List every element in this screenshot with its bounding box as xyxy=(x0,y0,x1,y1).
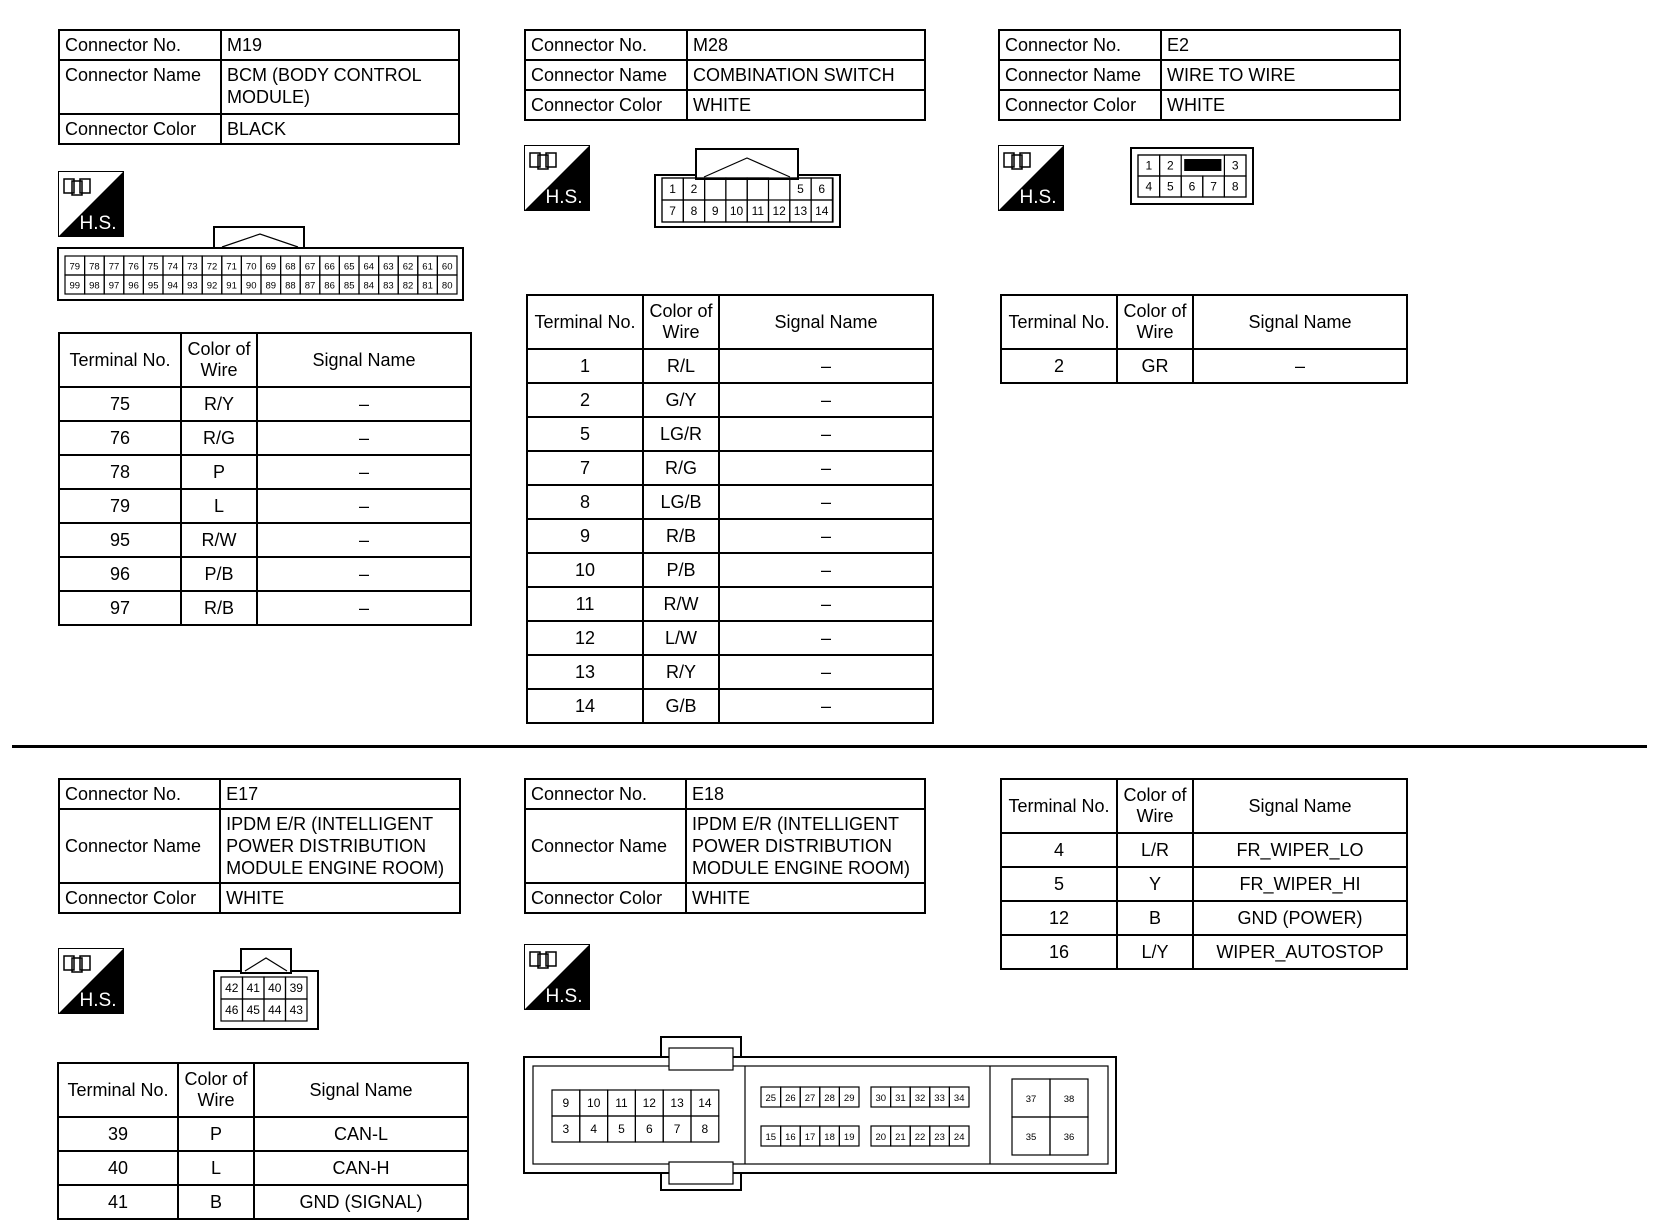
pin-label: 62 xyxy=(402,261,414,273)
signal-cell: WIPER_AUTOSTOP xyxy=(1193,935,1407,969)
connector-no-value: E17 xyxy=(220,779,460,809)
connector-color-label: Connector Color xyxy=(999,90,1161,120)
table-row xyxy=(58,1151,468,1185)
pin-label: 46 xyxy=(225,1003,239,1017)
connector-e2 xyxy=(998,29,1401,121)
connector-name-label: Connector Name xyxy=(999,60,1161,90)
pin-label: 82 xyxy=(402,280,414,292)
table-row xyxy=(527,553,933,587)
terminal-cell: 40 xyxy=(58,1151,178,1185)
pin-label: 27 xyxy=(804,1093,816,1104)
pin-label: 12 xyxy=(772,204,786,218)
signal-cell: – xyxy=(719,383,933,417)
pin-label: 15 xyxy=(765,1132,777,1143)
pin-label: 81 xyxy=(422,280,433,292)
signal-cell: FR_WIPER_HI xyxy=(1193,867,1407,901)
pin-label: 92 xyxy=(206,280,218,292)
pin-label: 87 xyxy=(304,280,316,292)
pin-label: 7 xyxy=(669,204,676,218)
wire-color-cell: G/Y xyxy=(643,383,719,417)
table-row xyxy=(527,451,933,485)
pin-label: 35 xyxy=(1025,1132,1037,1143)
table-row xyxy=(527,417,933,451)
signal-name-header: Signal Name xyxy=(1193,295,1407,349)
connector-no-label: Connector No. xyxy=(525,30,687,60)
connector-info-e2 xyxy=(998,29,1401,121)
wire-color-cell: P xyxy=(178,1117,254,1151)
table-row xyxy=(59,387,471,421)
pin-label: 83 xyxy=(383,280,394,292)
connector-color-label: Connector Color xyxy=(525,883,686,913)
terminal-cell: 12 xyxy=(527,621,643,655)
connector-face-e2 xyxy=(1130,147,1256,207)
pin-label: 96 xyxy=(128,280,139,292)
table-row xyxy=(59,523,471,557)
connector-no-label: Connector No. xyxy=(59,30,221,60)
pin-label: 16 xyxy=(785,1132,796,1143)
wire-color-cell: L xyxy=(178,1151,254,1185)
pin-label: 12 xyxy=(642,1096,656,1110)
wire-color-cell: R/W xyxy=(643,587,719,621)
terminal-no-header: Terminal No. xyxy=(1001,779,1117,833)
table-row xyxy=(527,621,933,655)
svg-text:H.S.: H.S. xyxy=(79,990,117,1011)
pin-label: 41 xyxy=(246,981,260,995)
connector-color-label: Connector Color xyxy=(59,883,220,913)
table-row xyxy=(1001,349,1407,383)
pin-label: 7 xyxy=(1210,179,1217,194)
terminal-table-e2 xyxy=(1000,294,1408,384)
pin-label: 36 xyxy=(1063,1132,1075,1143)
pin-label: 72 xyxy=(206,261,218,273)
table-row xyxy=(527,383,933,417)
pin-label: 84 xyxy=(363,280,375,292)
signal-cell: – xyxy=(257,523,471,557)
harness-side-icon xyxy=(58,948,124,1014)
pin-label: 11 xyxy=(615,1096,628,1110)
pin-label: 14 xyxy=(698,1096,712,1110)
terminal-cell: 5 xyxy=(1001,867,1117,901)
pin-label: 65 xyxy=(343,261,355,273)
table-row xyxy=(58,1117,468,1151)
pin-label: 18 xyxy=(824,1132,835,1143)
svg-text:H.S.: H.S. xyxy=(545,986,583,1007)
terminal-cell: 11 xyxy=(527,587,643,621)
signal-name-header: Signal Name xyxy=(719,295,933,349)
wire-color-cell: P/B xyxy=(643,553,719,587)
connector-name-label: Connector Name xyxy=(525,60,687,90)
harness-side-icon xyxy=(998,145,1064,211)
pin-label: 99 xyxy=(69,280,81,292)
signal-cell: FR_WIPER_LO xyxy=(1193,833,1407,867)
connector-face-m19 xyxy=(57,226,465,302)
table-row xyxy=(58,1185,468,1219)
connector-info-e17 xyxy=(58,778,461,914)
pin-label: 77 xyxy=(108,261,120,273)
pin-label: 68 xyxy=(285,261,296,273)
pin-label: 8 xyxy=(690,204,698,218)
pin-label: 3 xyxy=(562,1122,570,1136)
pin-label: 24 xyxy=(953,1132,965,1143)
terminal-cell: 2 xyxy=(527,383,643,417)
pin-label: 26 xyxy=(785,1093,796,1104)
pin-label: 9 xyxy=(562,1096,570,1110)
connector-no-value: M19 xyxy=(221,30,459,60)
table-row xyxy=(1001,901,1407,935)
wire-color-cell: L xyxy=(181,489,257,523)
signal-name-header: Signal Name xyxy=(254,1063,468,1117)
pin-label: 13 xyxy=(793,204,808,218)
pin-label: 97 xyxy=(108,280,120,292)
pin-label: 67 xyxy=(304,261,316,273)
wire-color-cell: B xyxy=(1117,901,1193,935)
svg-text:H.S.: H.S. xyxy=(545,187,583,208)
connector-no-label: Connector No. xyxy=(59,779,220,809)
pin-label: 20 xyxy=(875,1132,887,1143)
wire-color-cell: P xyxy=(181,455,257,489)
connector-m19 xyxy=(58,29,460,145)
terminal-table-e17 xyxy=(57,1062,469,1220)
pin-label: 94 xyxy=(167,280,179,292)
table-row xyxy=(1001,833,1407,867)
signal-cell: – xyxy=(1193,349,1407,383)
color-of-wire-header: Color of Wire xyxy=(181,333,257,387)
wire-color-cell: L/Y xyxy=(1117,935,1193,969)
terminal-cell: 1 xyxy=(527,349,643,383)
pin-label: 5 xyxy=(797,182,804,196)
terminal-cell: 7 xyxy=(527,451,643,485)
connector-color-value: WHITE xyxy=(686,883,925,913)
terminal-cell: 12 xyxy=(1001,901,1117,935)
pin-label: 7 xyxy=(673,1122,681,1136)
pin-label: 98 xyxy=(89,280,100,292)
wire-color-cell: R/B xyxy=(643,519,719,553)
pin-label: 34 xyxy=(953,1093,965,1104)
table-row xyxy=(59,421,471,455)
signal-cell: – xyxy=(257,455,471,489)
connector-color-label: Connector Color xyxy=(59,114,221,144)
wire-color-cell: R/Y xyxy=(181,387,257,421)
signal-cell: – xyxy=(719,587,933,621)
pin-label: 8 xyxy=(1231,179,1239,194)
table-row xyxy=(527,689,933,723)
connector-no-value: E2 xyxy=(1161,30,1400,60)
pin-label: 6 xyxy=(818,182,826,196)
pin-label: 13 xyxy=(670,1096,684,1110)
pin-label: 23 xyxy=(934,1132,945,1143)
connector-e17 xyxy=(58,778,461,914)
terminal-cell: 5 xyxy=(527,417,643,451)
signal-name-header: Signal Name xyxy=(1193,779,1407,833)
wire-color-cell: L/W xyxy=(643,621,719,655)
pin-label: 2 xyxy=(690,182,698,196)
pin-label: 44 xyxy=(268,1003,282,1017)
pin-label: 75 xyxy=(147,261,159,273)
signal-cell: – xyxy=(257,591,471,625)
connector-color-value: WHITE xyxy=(1161,90,1400,120)
signal-cell: – xyxy=(719,349,933,383)
terminal-no-header: Terminal No. xyxy=(1001,295,1117,349)
pin-label: 38 xyxy=(1063,1094,1075,1105)
connector-color-value: WHITE xyxy=(687,90,925,120)
wire-color-cell: LG/B xyxy=(643,485,719,519)
table-row xyxy=(527,349,933,383)
connector-face-e17 xyxy=(213,948,321,1032)
signal-cell: CAN-H xyxy=(254,1151,468,1185)
wire-color-cell: P/B xyxy=(181,557,257,591)
pin-label: 95 xyxy=(147,280,159,292)
terminal-cell: 76 xyxy=(59,421,181,455)
pin-label: 22 xyxy=(914,1132,926,1143)
pin-label: 6 xyxy=(1188,179,1196,194)
pin-label: 29 xyxy=(843,1093,855,1104)
pin-label: 42 xyxy=(225,981,239,995)
table-row xyxy=(59,455,471,489)
connector-name-value: WIRE TO WIRE xyxy=(1161,60,1400,90)
pin-label: 37 xyxy=(1025,1094,1037,1105)
signal-cell: – xyxy=(257,557,471,591)
signal-cell: – xyxy=(719,519,933,553)
wire-color-cell: Y xyxy=(1117,867,1193,901)
signal-cell: GND (SIGNAL) xyxy=(254,1185,468,1219)
wire-color-cell: LG/R xyxy=(643,417,719,451)
wire-color-cell: R/W xyxy=(181,523,257,557)
pin-label: 40 xyxy=(268,981,282,995)
connector-name-value: IPDM E/R (INTELLIGENT POWER DISTRIBUTION MODULE ENGINE ROOM) xyxy=(686,809,925,883)
pin-label: 43 xyxy=(289,1003,303,1017)
pin-label: 32 xyxy=(914,1093,926,1104)
signal-cell: – xyxy=(719,689,933,723)
pin-label: 14 xyxy=(815,204,829,218)
connector-face-m28 xyxy=(654,148,844,230)
pin-label: 21 xyxy=(895,1132,906,1143)
pin-label: 63 xyxy=(383,261,394,273)
pin-label: 89 xyxy=(265,280,277,292)
table-row xyxy=(527,519,933,553)
connector-name-label: Connector Name xyxy=(525,809,686,883)
signal-cell: GND (POWER) xyxy=(1193,901,1407,935)
pin-label: 28 xyxy=(824,1093,835,1104)
terminal-cell: 41 xyxy=(58,1185,178,1219)
wire-color-cell: GR xyxy=(1117,349,1193,383)
pin-label: 70 xyxy=(245,261,257,273)
connector-name-value: BCM (BODY CONTROL MODULE) xyxy=(221,60,459,114)
pin-label: 74 xyxy=(167,261,179,273)
pin-label: 86 xyxy=(324,280,335,292)
signal-cell: – xyxy=(719,485,933,519)
signal-cell: CAN-L xyxy=(254,1117,468,1151)
pin-label: 4 xyxy=(1145,179,1153,194)
connector-color-value: BLACK xyxy=(221,114,459,144)
pin-label: 17 xyxy=(804,1132,816,1143)
connector-no-value: E18 xyxy=(686,779,925,809)
terminal-cell: 10 xyxy=(527,553,643,587)
connector-info-m19 xyxy=(58,29,460,145)
color-of-wire-header: Color of Wire xyxy=(643,295,719,349)
pin-label: 25 xyxy=(765,1093,777,1104)
pin-label: 90 xyxy=(245,280,257,292)
pin-label: 71 xyxy=(226,261,237,273)
pin-label: 85 xyxy=(343,280,355,292)
pin-label: 64 xyxy=(363,261,375,273)
pin-label: 39 xyxy=(289,981,303,995)
pin-label: 1 xyxy=(1145,158,1153,173)
pin-label: 88 xyxy=(285,280,296,292)
signal-name-header: Signal Name xyxy=(257,333,471,387)
table-row xyxy=(59,489,471,523)
table-row xyxy=(527,655,933,689)
pin-label: 19 xyxy=(843,1132,855,1143)
table-row xyxy=(59,557,471,591)
connector-m28 xyxy=(524,29,926,121)
terminal-cell: 9 xyxy=(527,519,643,553)
connector-no-label: Connector No. xyxy=(525,779,686,809)
connector-name-value: IPDM E/R (INTELLIGENT POWER DISTRIBUTION MODULE ENGINE ROOM) xyxy=(220,809,460,883)
pin-label: 10 xyxy=(587,1096,601,1110)
connector-e18 xyxy=(524,778,926,914)
terminal-no-header: Terminal No. xyxy=(59,333,181,387)
section-divider xyxy=(12,745,1647,748)
signal-cell: – xyxy=(719,621,933,655)
signal-cell: – xyxy=(719,655,933,689)
pin-label: 79 xyxy=(69,261,81,273)
connector-no-value: M28 xyxy=(687,30,925,60)
pin-label: 60 xyxy=(441,261,453,273)
pin-label: 8 xyxy=(701,1122,709,1136)
terminal-cell: 8 xyxy=(527,485,643,519)
wire-color-cell: R/B xyxy=(181,591,257,625)
connector-info-e18 xyxy=(524,778,926,914)
connector-name-label: Connector Name xyxy=(59,809,220,883)
pin-label: 61 xyxy=(422,261,433,273)
terminal-no-header: Terminal No. xyxy=(527,295,643,349)
pin-label: 66 xyxy=(324,261,335,273)
harness-side-icon xyxy=(524,944,590,1010)
connector-info-m28 xyxy=(524,29,926,121)
pin-label: 93 xyxy=(187,280,198,292)
signal-cell: – xyxy=(257,489,471,523)
pin-label: 30 xyxy=(875,1093,887,1104)
signal-cell: – xyxy=(719,451,933,485)
connector-key-block xyxy=(1184,159,1221,171)
color-of-wire-header: Color of Wire xyxy=(1117,295,1193,349)
pin-label: 10 xyxy=(729,204,744,218)
pin-label: 73 xyxy=(187,261,198,273)
table-row xyxy=(59,591,471,625)
svg-text:H.S.: H.S. xyxy=(79,213,117,234)
terminal-cell: 95 xyxy=(59,523,181,557)
terminal-cell: 97 xyxy=(59,591,181,625)
wire-color-cell: R/L xyxy=(643,349,719,383)
terminal-cell: 75 xyxy=(59,387,181,421)
wire-color-cell: B xyxy=(178,1185,254,1219)
connector-no-label: Connector No. xyxy=(999,30,1161,60)
terminal-cell: 39 xyxy=(58,1117,178,1151)
pin-label: 6 xyxy=(645,1122,653,1136)
signal-cell: – xyxy=(257,421,471,455)
pin-label: 5 xyxy=(618,1122,625,1136)
wire-color-cell: L/R xyxy=(1117,833,1193,867)
wire-color-cell: G/B xyxy=(643,689,719,723)
pin-label: 11 xyxy=(751,204,765,218)
connector-color-label: Connector Color xyxy=(525,90,687,120)
wire-color-cell: R/G xyxy=(643,451,719,485)
terminal-cell: 4 xyxy=(1001,833,1117,867)
pin-label: 78 xyxy=(89,261,100,273)
terminal-cell: 14 xyxy=(527,689,643,723)
pin-label: 1 xyxy=(669,182,676,196)
terminal-table-e18 xyxy=(1000,778,1408,970)
terminal-table-m28 xyxy=(526,294,934,724)
terminal-cell: 13 xyxy=(527,655,643,689)
pin-label: 91 xyxy=(226,280,237,292)
terminal-cell: 96 xyxy=(59,557,181,591)
pin-label: 31 xyxy=(895,1093,906,1104)
pin-label: 4 xyxy=(590,1122,598,1136)
pin-label: 2 xyxy=(1167,158,1174,173)
svg-text:H.S.: H.S. xyxy=(1019,187,1057,208)
signal-cell: – xyxy=(719,553,933,587)
table-row xyxy=(1001,867,1407,901)
pin-label: 33 xyxy=(934,1093,945,1104)
terminal-cell: 16 xyxy=(1001,935,1117,969)
terminal-cell: 78 xyxy=(59,455,181,489)
terminal-no-header: Terminal No. xyxy=(58,1063,178,1117)
signal-cell: – xyxy=(257,387,471,421)
wire-color-cell: R/G xyxy=(181,421,257,455)
pin-label: 69 xyxy=(265,261,277,273)
pin-label: 76 xyxy=(128,261,139,273)
pin-label: 5 xyxy=(1167,179,1174,194)
connector-face-e18 xyxy=(523,1036,1119,1192)
harness-side-icon xyxy=(524,145,590,211)
terminal-table-m19 xyxy=(58,332,472,626)
signal-cell: – xyxy=(719,417,933,451)
pin-label: 45 xyxy=(246,1003,260,1017)
table-row xyxy=(527,587,933,621)
terminal-cell: 2 xyxy=(1001,349,1117,383)
table-row xyxy=(527,485,933,519)
table-row xyxy=(1001,935,1407,969)
pin-label: 3 xyxy=(1231,158,1239,173)
terminal-cell: 79 xyxy=(59,489,181,523)
wire-color-cell: R/Y xyxy=(643,655,719,689)
color-of-wire-header: Color of Wire xyxy=(1117,779,1193,833)
pin-label: 9 xyxy=(711,204,719,218)
connector-color-value: WHITE xyxy=(220,883,460,913)
connector-name-label: Connector Name xyxy=(59,60,221,114)
color-of-wire-header: Color of Wire xyxy=(178,1063,254,1117)
pin-label: 80 xyxy=(441,280,453,292)
connector-name-value: COMBINATION SWITCH xyxy=(687,60,925,90)
